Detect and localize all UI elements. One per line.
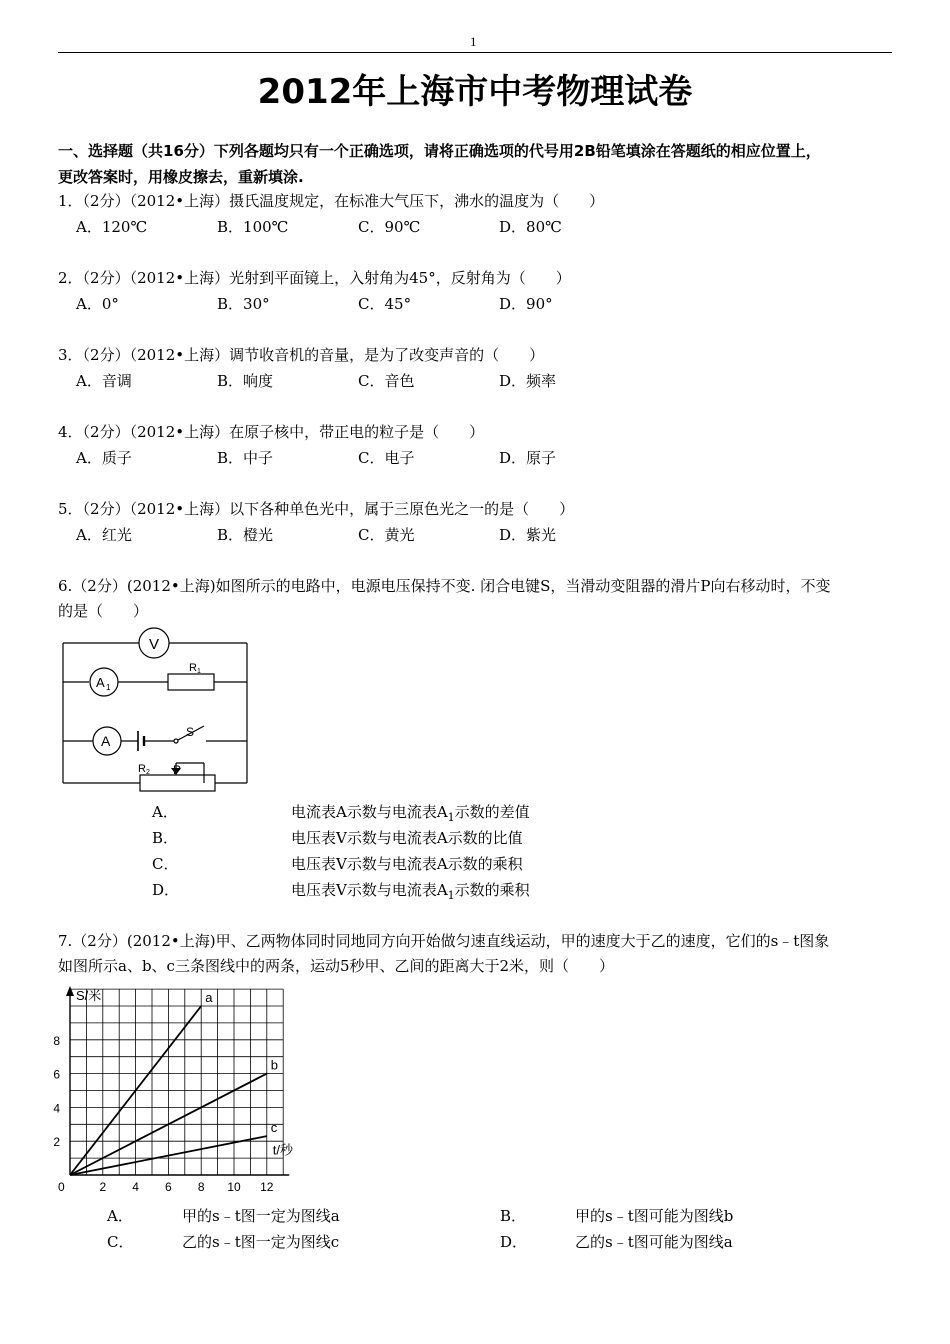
question-5-option-b[interactable]: B．橙光: [217, 526, 274, 544]
question-2-option-b[interactable]: B．30°: [217, 295, 270, 313]
question-6-stem-line2: 的是（ ）: [58, 602, 149, 620]
question-5-option-d[interactable]: D．紫光: [499, 526, 557, 544]
question-4-option-b[interactable]: B．中子: [217, 449, 274, 467]
question-7-option-d-letter[interactable]: D．: [500, 1233, 528, 1251]
section-instructions-line2: 更改答案时，用橡皮擦去，重新填涂.: [58, 168, 304, 186]
question-6-option-b-text[interactable]: 电压表V示数与电流表A示数的比值: [291, 829, 523, 847]
header-rule: [58, 52, 892, 53]
resistor-r1-label: R: [189, 662, 197, 674]
question-7-option-b-letter[interactable]: B．: [500, 1207, 527, 1225]
ammeter-a1-subscript: 1: [106, 683, 111, 692]
question-7-option-c-text[interactable]: 乙的s﹣t图一定为图线c: [182, 1233, 340, 1251]
ammeter-a1-label: A: [96, 675, 105, 690]
question-6-option-d-text[interactable]: [291, 879, 530, 902]
option-a-text: 电流表A示数与电流表A: [291, 803, 448, 821]
question-6-option-d-letter[interactable]: D．: [152, 881, 180, 899]
question-3-option-c[interactable]: C．音色: [358, 372, 415, 390]
question-3-stem: 3．（2分）（2012•上海）调节收音机的音量，是为了改变声音的（ ）: [58, 346, 545, 364]
y-axis-label: S/米: [76, 988, 102, 1003]
x-tick-label: 4: [132, 1180, 139, 1194]
question-4-option-d[interactable]: D．原子: [499, 449, 557, 467]
question-4-option-c[interactable]: C．电子: [358, 449, 415, 467]
option-a-subscript: 1: [447, 811, 455, 824]
question-5-option-a[interactable]: A．红光: [76, 526, 132, 544]
switch-s-label: S: [186, 725, 195, 739]
x-tick-label: 10: [227, 1180, 241, 1194]
question-5-option-c[interactable]: C．黄光: [358, 526, 415, 544]
x-tick-label: 8: [197, 1180, 205, 1194]
y-tick-label: 6: [53, 1067, 60, 1082]
circuit-diagram: [58, 625, 258, 795]
option-d-text: 电压表V示数与电流表A: [291, 881, 448, 899]
question-2-option-d[interactable]: D．90°: [499, 295, 553, 313]
page-number: 1: [470, 34, 477, 49]
question-7-stem-line2: 如图所示a、b、c三条图线中的两条，运动5秒甲、乙间的距离大于2米，则（ ）: [58, 957, 615, 975]
question-1-stem: 1．（2分）（2012•上海）摄氏温度规定，在标准大气压下，沸水的温度为（ ）: [58, 192, 605, 210]
page-title: 2012年上海市中考物理试卷: [257, 72, 693, 112]
question-4-stem: 4．（2分）（2012•上海）在原子核中，带正电的粒子是（ ）: [58, 423, 485, 441]
x-tick-label: 0: [58, 1180, 65, 1194]
option-d-subscript: 1: [447, 889, 455, 902]
question-1-option-c[interactable]: C．90℃: [358, 218, 421, 236]
question-7-stem-line1: 7.（2分）(2012•上海)甲、乙两物体同时同地同方向开始做匀速直线运动，甲的速度大于乙的速度，它们的s﹣t图象: [58, 932, 830, 950]
slider-p-label: P: [173, 763, 182, 777]
resistor-r2-subscript: 2: [146, 769, 150, 776]
x-axis-label: t/秒: [272, 1142, 294, 1158]
question-7-option-a-text[interactable]: 甲的s﹣t图一定为图线a: [182, 1207, 340, 1225]
question-1-option-d[interactable]: D．80℃: [499, 218, 562, 236]
st-graph: [52, 982, 312, 1197]
question-6-option-b-letter[interactable]: B．: [152, 829, 179, 847]
option-a-tail: 示数的差值: [454, 803, 530, 821]
x-tick-label: 12: [260, 1180, 274, 1194]
question-6-option-a-text[interactable]: [291, 801, 530, 824]
question-4-option-a[interactable]: A．质子: [76, 449, 132, 467]
series-label-c: c: [270, 1120, 278, 1136]
question-6-option-c-text[interactable]: 电压表V示数与电流表A示数的乘积: [291, 855, 523, 873]
question-3-option-b[interactable]: B．响度: [217, 372, 274, 390]
option-d-tail: 示数的乘积: [454, 881, 530, 899]
y-tick-label: 8: [53, 1033, 60, 1048]
ammeter-a-label: A: [101, 733, 111, 749]
question-2-option-c[interactable]: C．45°: [358, 295, 412, 313]
question-3-option-a[interactable]: A．音调: [76, 372, 132, 390]
series-label-b: b: [270, 1057, 279, 1073]
question-2-option-a[interactable]: A．0°: [76, 295, 119, 313]
question-1-option-b[interactable]: B．100℃: [217, 218, 289, 236]
resistor-r1-subscript: 1: [197, 668, 201, 675]
question-6-option-c-letter[interactable]: C．: [152, 855, 179, 873]
series-label-a: a: [205, 990, 213, 1005]
question-6-stem-line1: 6.（2分）(2012•上海)如图所示的电路中，电源电压保持不变. 闭合电键S，当滑动变阻器的滑片P向右移动时，不变: [58, 577, 831, 595]
question-3-option-d[interactable]: D．频率: [499, 372, 557, 390]
y-axis-arrow: [66, 986, 74, 996]
resistor-r2-label: R: [138, 763, 146, 775]
y-tick-label: 4: [53, 1101, 60, 1116]
question-7-option-a-letter[interactable]: A．: [107, 1207, 133, 1225]
y-tick-label: 2: [53, 1135, 60, 1150]
x-tick-label: 2: [99, 1180, 107, 1194]
voltmeter-label: V: [149, 636, 160, 653]
question-7-option-b-text[interactable]: 甲的s﹣t图可能为图线b: [575, 1207, 734, 1225]
question-7-option-d-text[interactable]: 乙的s﹣t图可能为图线a: [575, 1233, 733, 1251]
section-instructions-line1: 一、选择题（共16分）下列各题均只有一个正确选项，请将正确选项的代号用2B铅笔填涂在答题纸的相应位置上，: [58, 142, 821, 160]
question-1-option-a[interactable]: A．120℃: [76, 218, 148, 236]
question-7-option-c-letter[interactable]: C．: [107, 1233, 134, 1251]
question-2-stem: 2．（2分）（2012•上海）光射到平面镜上，入射角为45°，反射角为（ ）: [58, 269, 571, 287]
question-5-stem: 5．（2分）（2012•上海）以下各种单色光中，属于三原色光之一的是（ ）: [58, 500, 575, 518]
question-6-option-a-letter[interactable]: A．: [152, 803, 178, 821]
x-tick-label: 6: [165, 1180, 172, 1194]
